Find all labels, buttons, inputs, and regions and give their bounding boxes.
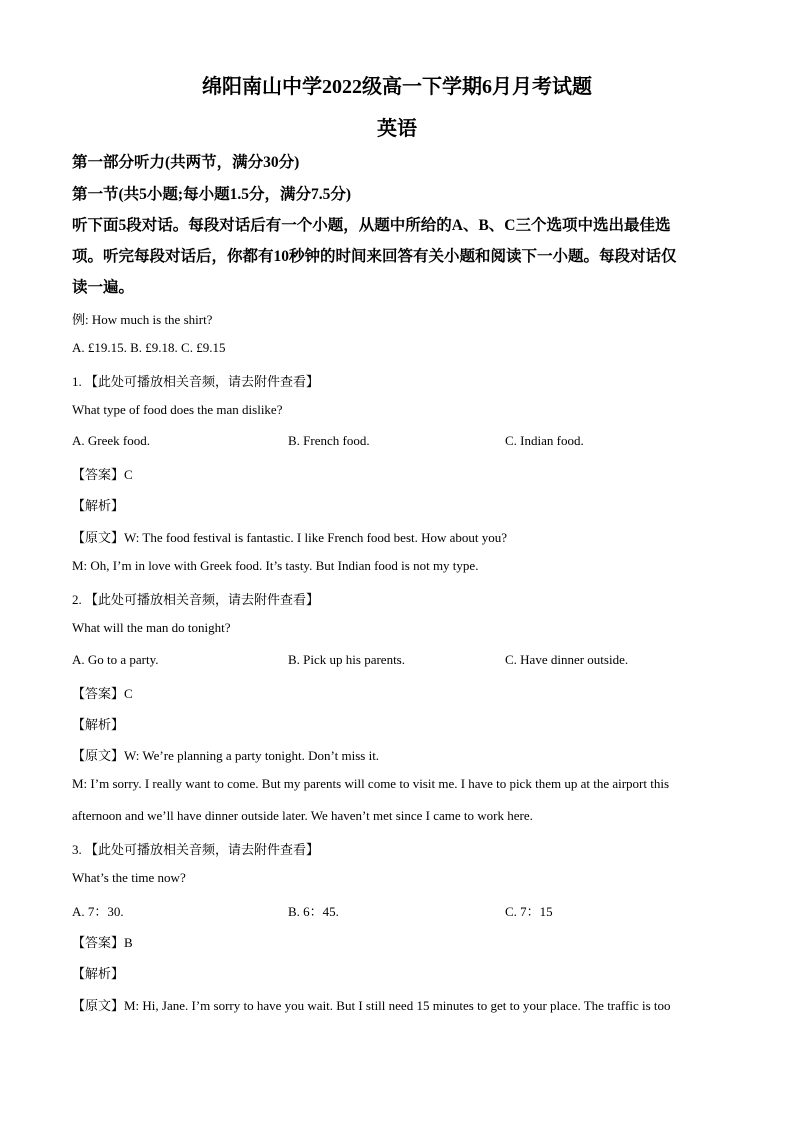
example-question: 例: How much is the shirt? bbox=[72, 312, 213, 327]
option-b: B. French food. bbox=[288, 433, 370, 448]
exam-title: 绵阳南山中学2022级高一下学期6月月考试题 bbox=[202, 76, 592, 98]
option-b: B. 6：45. bbox=[288, 904, 339, 919]
answer-label: 【答案】C bbox=[72, 467, 133, 482]
audio-attachment-link[interactable]: 1. 【此处可播放相关音频，请去附件查看】 bbox=[72, 374, 320, 389]
example-options: A. £19.15. B. £9.18. C. £9.15 bbox=[72, 340, 226, 355]
answer-label: 【答案】C bbox=[72, 686, 133, 701]
analysis-label: 【解析】 bbox=[72, 717, 125, 732]
instruction-line: 读一遍。 bbox=[72, 279, 135, 296]
audio-attachment-link[interactable]: 2. 【此处可播放相关音频，请去附件查看】 bbox=[72, 592, 320, 607]
transcript-line: 【原文】M: Hi, Jane. I’m sorry to have you wait. But I still need 15 minutes to get to your place. The traffic is too bbox=[72, 998, 671, 1013]
subject-title: 英语 bbox=[377, 118, 417, 140]
audio-attachment-link[interactable]: 3. 【此处可播放相关音频，请去附件查看】 bbox=[72, 842, 320, 857]
option-b: B. Pick up his parents. bbox=[288, 652, 405, 667]
question-text: What will the man do tonight? bbox=[72, 620, 231, 635]
option-c: C. 7：15 bbox=[505, 904, 553, 919]
section-heading: 第一节(共5小题;每小题1.5分，满分7.5分) bbox=[72, 186, 351, 203]
transcript-line: M: I’m sorry. I really want to come. But my parents will come to visit me. I have to pick them up at the airport this bbox=[72, 776, 670, 791]
instruction-line: 听下面5段对话。每段对话后有一个小题，从题中所给的A、B、C三个选项中选出最佳选 bbox=[72, 217, 671, 234]
transcript-line: 【原文】W: We’re planning a party tonight. Don’t miss it. bbox=[72, 748, 380, 763]
part-heading: 第一部分听力(共两节，满分30分) bbox=[72, 154, 300, 171]
question-text: What type of food does the man dislike? bbox=[72, 402, 283, 417]
transcript-line: afternoon and we’ll have dinner outside later. We haven’t met since I came to work here. bbox=[72, 808, 533, 823]
question-text: What’s the time now? bbox=[72, 870, 186, 885]
option-a: A. Go to a party. bbox=[72, 652, 159, 667]
answer-label: 【答案】B bbox=[72, 935, 133, 950]
option-a: A. Greek food. bbox=[72, 433, 150, 448]
option-a: A. 7：30. bbox=[72, 904, 124, 919]
option-c: C. Indian food. bbox=[505, 433, 584, 448]
option-c: C. Have dinner outside. bbox=[505, 652, 629, 667]
transcript-line: 【原文】W: The food festival is fantastic. I like French food best. How about you? bbox=[72, 530, 508, 545]
analysis-label: 【解析】 bbox=[72, 498, 125, 513]
instruction-line: 项。听完每段对话后，你都有10秒钟的时间来回答有关小题和阅读下一小题。每段对话仅 bbox=[72, 248, 677, 265]
analysis-label: 【解析】 bbox=[72, 966, 125, 981]
transcript-line: M: Oh, I’m in love with Greek food. It’s tasty. But Indian food is not my type. bbox=[72, 558, 479, 573]
